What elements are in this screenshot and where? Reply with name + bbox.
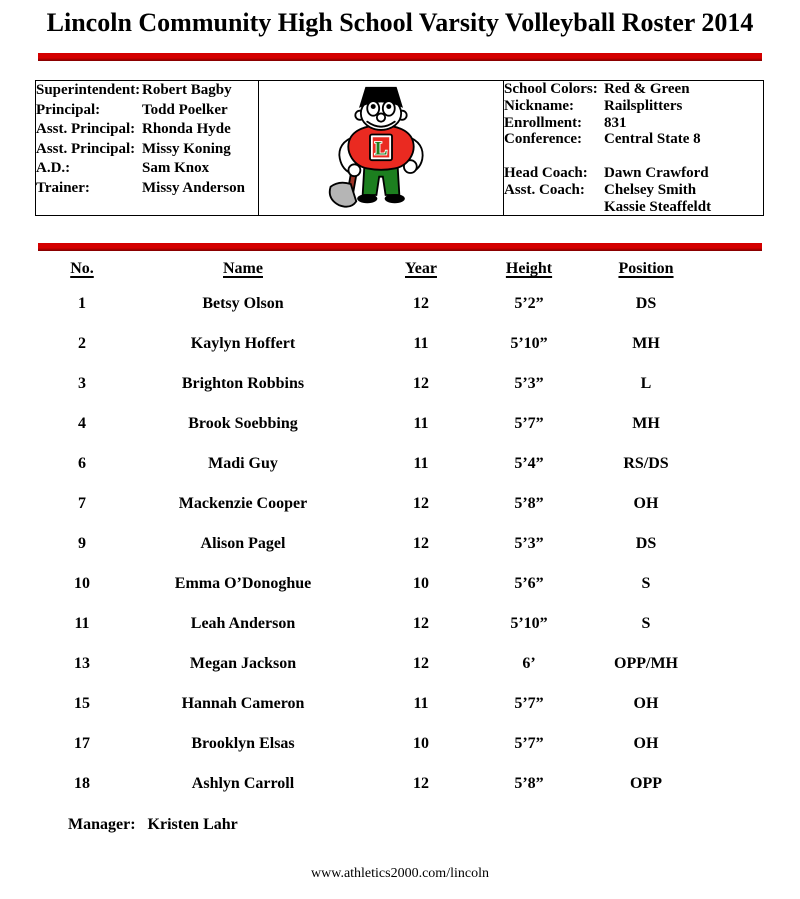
roster-cell-position: L	[640, 375, 652, 393]
roster-cell-height: 5’3”	[514, 535, 544, 553]
info-value: Robert Bagby	[142, 82, 232, 98]
mascot-head	[355, 87, 406, 130]
info-line	[504, 199, 763, 216]
roster-cell-no: 17	[74, 735, 90, 753]
roster-cell-height: 5’8”	[514, 775, 544, 793]
info-value: Central State 8	[604, 131, 701, 148]
roster-row	[37, 324, 717, 364]
roster-cell-year: 12	[413, 775, 429, 793]
info-label: Asst. Coach:	[504, 181, 585, 198]
roster-cell-height: 5’3”	[514, 375, 544, 393]
info-label: Enrollment:	[504, 114, 583, 131]
roster-row	[37, 564, 717, 604]
roster-cell-year: 12	[413, 375, 429, 393]
info-line	[36, 179, 258, 199]
roster-table	[37, 254, 717, 804]
info-line	[36, 140, 258, 160]
admin-info-list	[36, 81, 258, 198]
roster-cell-name: Kaylyn Hoffert	[190, 335, 296, 353]
roster-cell-position: OH	[633, 495, 659, 513]
mascot-shirt	[348, 126, 413, 170]
info-label: Trainer:	[36, 179, 90, 196]
roster-cell-name: Hannah Cameron	[181, 695, 305, 713]
roster-cell-no: 7	[78, 495, 86, 513]
roster-cell-position: OPP/MH	[614, 655, 678, 673]
roster-cell-name: Leah Anderson	[190, 615, 296, 633]
roster-cell-no: 9	[78, 535, 86, 553]
info-line	[504, 115, 763, 132]
roster-row	[37, 604, 717, 644]
roster-cell-position: OH	[633, 695, 659, 713]
info-value: Red & Green	[604, 81, 690, 97]
info-table	[35, 80, 764, 216]
info-value: Sam Knox	[142, 160, 210, 176]
roster-cell-no: 11	[74, 615, 90, 633]
info-label: Superintendent:	[36, 82, 141, 98]
roster-cell-name: Brook Soebbing	[188, 415, 298, 433]
roster-cell-position: OH	[633, 735, 659, 753]
info-label: Asst. Principal:	[36, 140, 136, 157]
info-label: A.D.:	[36, 160, 71, 176]
roster-cell-height: 5’7”	[514, 735, 544, 753]
roster-cell-no: 4	[78, 415, 86, 433]
roster-cell-height: 5’8”	[514, 495, 544, 513]
roster-cell-height: 5’7”	[514, 695, 544, 713]
info-line	[504, 81, 763, 98]
roster-cell-name: Emma O’Donoghue	[174, 575, 312, 593]
railsplitter-mascot-icon	[326, 83, 436, 208]
info-value: 831	[604, 114, 627, 131]
roster-cell-height: 6’	[522, 655, 536, 673]
roster-cell-no: 6	[78, 455, 86, 473]
admin-info-cell	[36, 81, 259, 216]
roster-body	[37, 284, 717, 804]
info-line	[36, 120, 258, 140]
roster-header-row	[37, 254, 717, 284]
roster-cell-year: 12	[413, 535, 429, 553]
info-value: Todd Poelker	[142, 101, 228, 118]
roster-cell-no: 13	[74, 655, 90, 673]
info-label: Conference:	[504, 131, 583, 148]
mascot-cell	[259, 81, 504, 216]
info-value: Missy Anderson	[142, 179, 245, 196]
roster-row	[37, 684, 717, 724]
roster-cell-no: 1	[78, 295, 86, 313]
roster-cell-height: 5’7”	[514, 415, 544, 433]
roster-cell-position: MH	[632, 335, 660, 353]
roster-row	[37, 644, 717, 684]
roster-cell-name: Betsy Olson	[202, 295, 284, 313]
info-label: Nickname:	[504, 97, 574, 114]
info-value: Missy Koning	[142, 140, 231, 157]
info-line	[504, 148, 763, 165]
roster-cell-year: 11	[413, 455, 429, 473]
roster-cell-position: OPP	[630, 775, 662, 793]
roster-cell-name: Ashlyn Carroll	[191, 775, 295, 793]
roster-cell-height: 5’4”	[514, 455, 544, 473]
roster-cell-position: RS/DS	[623, 455, 669, 473]
footer-url: www.athletics2000.com/lincoln	[311, 866, 489, 882]
roster-cell-year: 10	[413, 575, 429, 593]
roster-row	[37, 524, 717, 564]
roster-cell-position: DS	[635, 535, 657, 553]
info-value: Kassie Steaffeldt	[604, 198, 712, 215]
info-value: Rhonda Hyde	[142, 121, 231, 137]
roster-cell-position: MH	[632, 415, 660, 433]
roster-cell-no: 15	[74, 695, 90, 713]
info-line	[36, 159, 258, 179]
column-header-no: No.	[70, 260, 94, 278]
roster-cell-position: S	[641, 575, 651, 593]
svg-text:L: L	[374, 138, 388, 160]
manager-line	[68, 816, 800, 836]
roster-cell-name: Megan Jackson	[189, 655, 297, 673]
info-value: Dawn Crawford	[604, 164, 709, 181]
column-header-year: Year	[405, 260, 437, 278]
info-line	[504, 165, 763, 182]
roster-cell-year: 12	[413, 495, 429, 513]
manager-name: Kristen Lahr	[147, 816, 238, 834]
roster-cell-position: DS	[635, 295, 657, 313]
roster-cell-position: S	[641, 615, 651, 633]
school-info-list	[504, 81, 763, 215]
roster-cell-name: Brighton Robbins	[181, 375, 305, 393]
roster-cell-year: 12	[413, 655, 429, 673]
info-value: Chelsey Smith	[604, 181, 697, 198]
red-divider-top	[38, 53, 762, 61]
info-label	[504, 148, 604, 165]
roster-cell-year: 12	[413, 295, 429, 313]
roster-row	[37, 724, 717, 764]
roster-cell-name: Madi Guy	[208, 455, 278, 473]
info-line	[36, 81, 258, 101]
roster-cell-height: 5’2”	[514, 295, 544, 313]
roster-cell-no: 10	[74, 575, 90, 593]
info-line	[504, 182, 763, 199]
column-header-name: Name	[223, 260, 263, 278]
roster-row	[37, 404, 717, 444]
info-label: Principal:	[36, 101, 101, 118]
info-label: Head Coach:	[504, 164, 588, 181]
info-line	[504, 98, 763, 115]
roster-cell-year: 11	[413, 335, 429, 353]
info-row	[36, 81, 764, 216]
roster-cell-name: Mackenzie Cooper	[178, 495, 308, 513]
roster-cell-year: 11	[413, 415, 429, 433]
red-divider-bottom	[38, 243, 762, 251]
roster-cell-year: 11	[413, 695, 429, 713]
info-value: Railsplitters	[604, 97, 683, 114]
roster-cell-year: 10	[413, 735, 429, 753]
column-header-position: Position	[618, 260, 674, 278]
info-label	[504, 199, 604, 216]
school-info-cell	[504, 81, 764, 216]
roster-row	[37, 284, 717, 324]
roster-cell-year: 12	[413, 615, 429, 633]
roster-row	[37, 364, 717, 404]
roster-cell-name: Brooklyn Elsas	[191, 735, 295, 753]
roster-cell-height: 5’10”	[510, 615, 548, 633]
page-title: Lincoln Community High School Varsity Volleyball Roster 2014	[46, 8, 754, 37]
info-line	[504, 131, 763, 148]
roster-row	[37, 484, 717, 524]
roster-row	[37, 764, 717, 804]
roster-cell-name: Alison Pagel	[200, 535, 286, 553]
column-header-height: Height	[505, 260, 553, 278]
roster-cell-height: 5’6”	[514, 575, 544, 593]
roster-cell-no: 18	[74, 775, 90, 793]
roster-cell-no: 3	[78, 375, 86, 393]
roster-row	[37, 444, 717, 484]
info-label: School Colors:	[504, 81, 598, 97]
info-line	[36, 101, 258, 121]
info-label: Asst. Principal:	[36, 121, 136, 137]
manager-label: Manager:	[68, 816, 136, 834]
roster-cell-height: 5’10”	[510, 335, 548, 353]
roster-cell-no: 2	[78, 335, 86, 353]
